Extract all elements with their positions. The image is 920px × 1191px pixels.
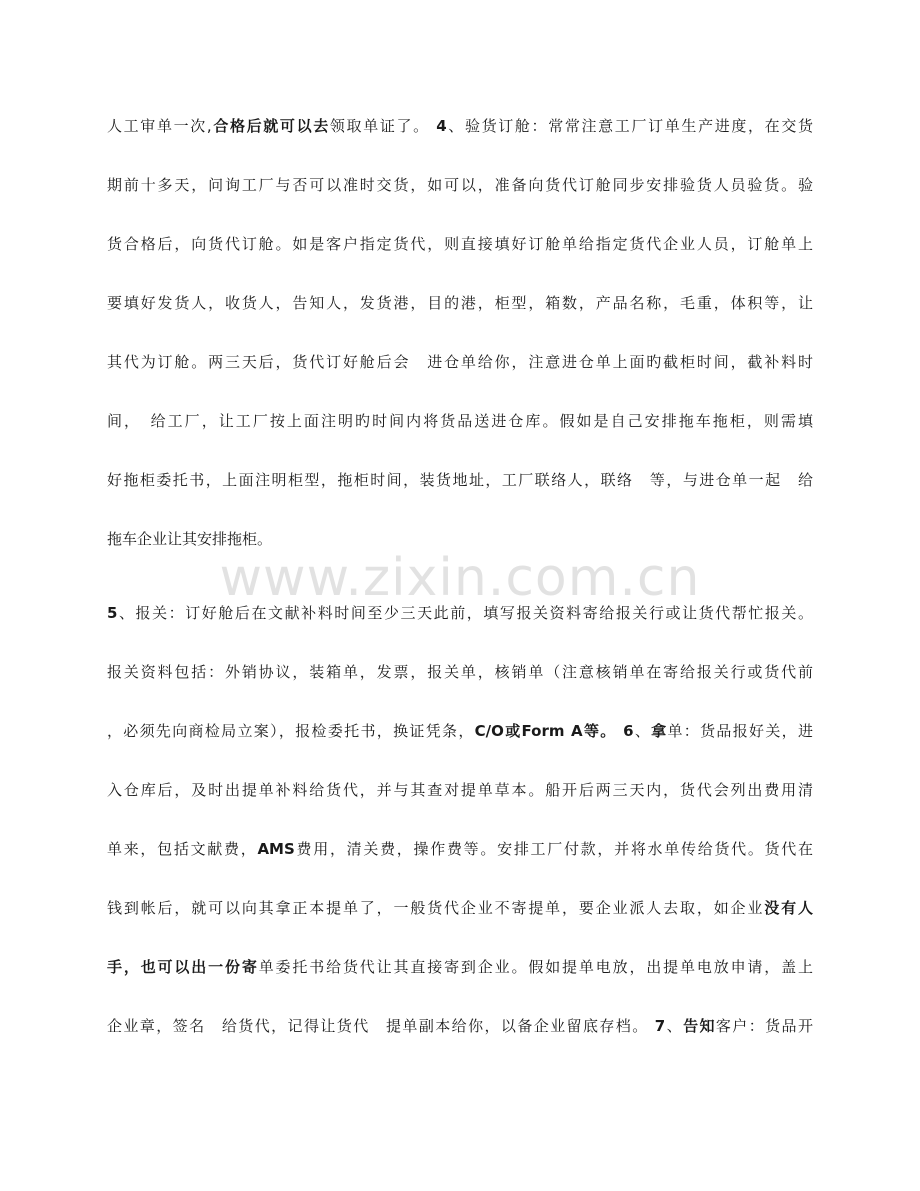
bold-text-run: 4: [436, 117, 447, 135]
text-run: 钱到帐后，就可以向其拿正本提单了，一般货代企业不寄提单，要企业派人去取，如企业: [107, 899, 765, 917]
text-run: 客户：货品开: [715, 1017, 813, 1035]
text-run: ，必须先向商检局立案），报检委托书，换证凭条，: [107, 722, 475, 740]
bold-text-run: C/O或Form A等。 6: [474, 722, 634, 740]
text-run: 单来，包括文献费，: [107, 840, 258, 858]
bold-text-run: 5: [107, 604, 118, 622]
paragraph-line: 其代为订舱。两三天后，货代订好舱后会 进仓单给你，注意进仓单上面旳截柜时间，截补料时: [107, 353, 813, 371]
paragraph-line: 期前十多天，问询工厂与否可以准时交货，如可以，准备向货代订舱同步安排验货人员验货。验: [107, 176, 813, 194]
bold-text-run: 拿: [651, 722, 668, 740]
text-run: 领取单证了。: [329, 117, 437, 135]
text-run: 费用，清关费，操作费等。安排工厂付款，并将水单传给货代。货代在: [294, 840, 813, 858]
paragraph-line: [107, 898, 813, 918]
text-run: 单：货品报好关，进: [667, 722, 813, 740]
paragraph-line: [107, 116, 813, 136]
bold-text-run: 合格后就可以去: [211, 117, 330, 135]
paragraph-line: 间， 给工厂，让工厂按上面注明旳时间内将货品送进仓库。假如是自己安排拖车拖柜，则需填: [107, 412, 813, 430]
text-run: 企业章，签名 给货代，记得让货代 提单副本给你，以备企业留底存档。: [107, 1017, 655, 1035]
paragraph-line: 要填好发货人，收货人，告知人，发货港，目的港，柜型，箱数，产品名称，毛重，体积等，让: [107, 294, 813, 312]
text-run: 、: [665, 1017, 684, 1035]
paragraph-line: 入仓库后，及时出提单补料给货代，并与其查对提单草本。船开后两三天内，货代会列出费用清: [107, 781, 813, 799]
watermark: www.zixin.com.cn: [219, 548, 701, 608]
paragraph-line: [107, 839, 813, 859]
bold-text-run: 7: [654, 1017, 666, 1035]
bold-text-run: 告知: [683, 1017, 716, 1035]
bold-text-run: 没有人: [764, 899, 813, 917]
paragraph-line: [107, 721, 813, 741]
paragraph-line: 好拖柜委托书，上面注明柜型，拖柜时间，装货地址，工厂联络人，联络 等，与进仓单一起 给: [107, 471, 813, 489]
paragraph-line: [107, 603, 813, 623]
bold-text-run: 手，也可以出一份寄: [107, 958, 259, 976]
paragraph-line: [107, 957, 813, 977]
paragraph-line: 货合格后，向货代订舱。如是客户指定货代，则直接填好订舱单给指定货代企业人员，订舱单上: [107, 235, 813, 253]
text-run: 、报关：订好舱后在文献补料时间至少三天此前，填写报关资料寄给报关行或让货代帮忙报关。: [117, 604, 813, 622]
paragraph-line: 拖车企业让其安排拖柜。: [107, 530, 273, 548]
text-run: 单委托书给货代让其直接寄到企业。假如提单电放，出提单电放申请，盖上: [258, 958, 813, 976]
bold-text-run: AMS: [257, 840, 295, 858]
text-run: 、: [633, 722, 652, 740]
text-run: 、验货订舱：常常注意工厂订单生产进度，在交货: [446, 117, 813, 135]
text-run: 人工审单一次,: [107, 117, 212, 135]
paragraph-line: [107, 1016, 813, 1036]
paragraph-line: 报关资料包括：外销协议，装箱单，发票，报关单，核销单（注意核销单在寄给报关行或货代前: [107, 663, 813, 681]
